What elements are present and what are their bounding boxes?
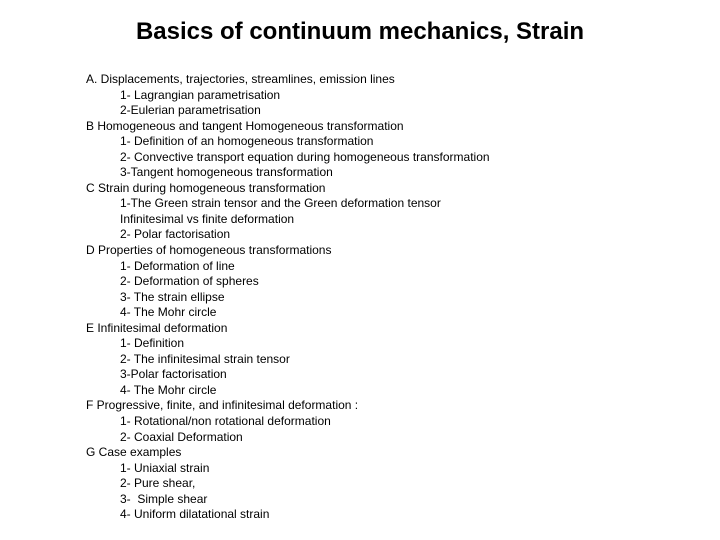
outline-subitem: 4- The Mohr circle	[120, 305, 217, 320]
slide-title: Basics of continuum mechanics, Strain	[135, 18, 585, 45]
course-outline	[86, 72, 706, 523]
outline-subitem: 2- Coaxial Deformation	[120, 429, 243, 444]
outline-section-heading: C Strain during homogeneous transformation	[86, 180, 326, 195]
outline-subitem: 1-The Green strain tensor and the Green deformation tensor	[120, 196, 441, 211]
outline-subitem: 1- Definition	[120, 336, 185, 351]
outline-subitem: 1- Definition of an homogeneous transformation	[120, 134, 374, 149]
outline-subitem: 3-Polar factorisation	[120, 367, 227, 382]
outline-subitem: 2- Convective transport equation during homogeneous transformation	[120, 149, 490, 164]
outline-subitem: 3- The strain ellipse	[120, 289, 225, 304]
outline-section-heading: A. Displacements, trajectories, streamlines, emission lines	[86, 72, 395, 86]
outline-section-heading: E Infinitesimal deformation	[86, 320, 228, 335]
outline-subitem: 2-Eulerian parametrisation	[120, 103, 261, 118]
outline-subitem: 2- Polar factorisation	[120, 227, 231, 242]
outline-subitem: 2- Deformation of spheres	[120, 274, 259, 289]
outline-section-heading: D Properties of homogeneous transformations	[86, 243, 332, 258]
outline-section-heading: F Progressive, finite, and infinitesimal deformation :	[86, 398, 359, 413]
outline-section-heading: G Case examples	[86, 445, 182, 460]
outline-subitem: 1- Rotational/non rotational deformation	[120, 414, 331, 429]
outline-subitem: 3-Tangent homogeneous transformation	[120, 165, 333, 180]
outline-subitem: 1- Lagrangian parametrisation	[120, 87, 281, 102]
outline-subitem: 2- Pure shear,	[120, 476, 196, 491]
outline-subitem: 1- Uniaxial strain	[120, 460, 210, 475]
outline-section-heading: B Homogeneous and tangent Homogeneous transformation	[86, 118, 404, 133]
outline-subitem: 2- The infinitesimal strain tensor	[120, 351, 290, 366]
outline-subitem: 4- Uniform dilatational strain	[120, 507, 270, 522]
outline-subitem: 3- Simple shear	[120, 491, 208, 506]
outline-subitem: 4- The Mohr circle	[120, 382, 217, 397]
outline-subitem: 1- Deformation of line	[120, 258, 235, 273]
outline-subitem: Infinitesimal vs finite deformation	[120, 211, 295, 226]
